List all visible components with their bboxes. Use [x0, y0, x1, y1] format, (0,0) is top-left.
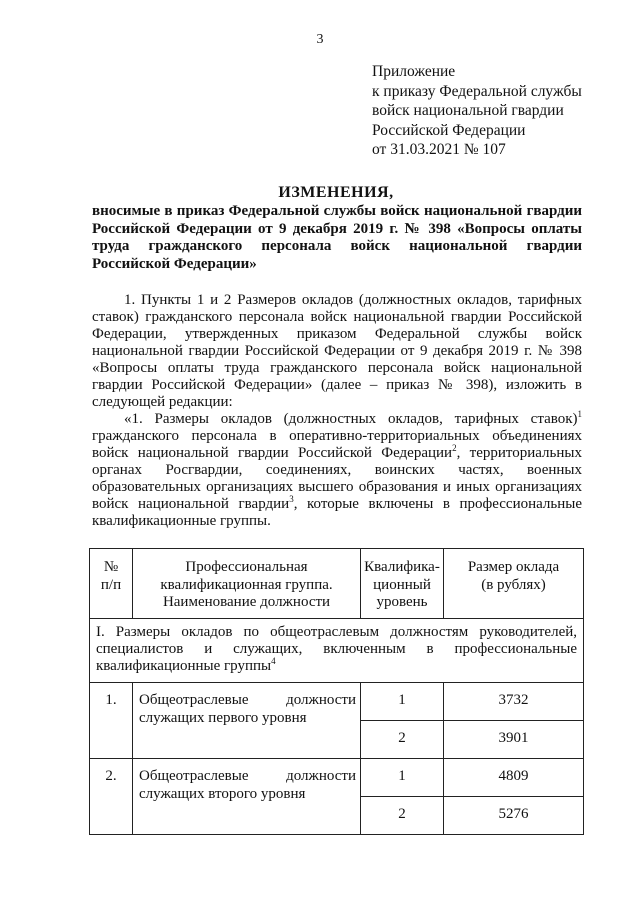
row-salary: 4809 [444, 759, 584, 797]
paragraph-2 [92, 411, 582, 530]
row-salary: 3732 [444, 683, 584, 721]
paragraph-1: 1. Пункты 1 и 2 Размеров окладов (должностных окладов, тарифных ставок) гражданского персонала войск национальной гвардии Российской Федерации, утвержденных приказом Федеральной службы войск национальной гвардии Российской Федерации от 9 декабря 2019 г. № 398 «Вопросы оплаты труда гражданского персонала войск национальной гвардии Российской Федерации» (далее – приказ № 398), изложить в следующей редакции: [92, 292, 582, 410]
row-salary: 5276 [444, 797, 584, 835]
table-header-row [90, 549, 584, 619]
row-name: Общеотраслевые должности служащих второго уровня [133, 759, 361, 835]
appendix-line: Приложение [372, 63, 456, 80]
paragraph-2-part-3: , территориальных органах Росгвардии, соединениях, воинских частях, военных образовательных организациях высшего образования и иных организациях войск национальной гвардии [92, 445, 582, 512]
appendix-line: от 31.03.2021 № 107 [372, 141, 506, 158]
row-num: 1. [90, 683, 133, 759]
table-section-row [90, 619, 584, 683]
footnote-ref-4: 4 [271, 656, 276, 666]
page-number: 3 [316, 32, 324, 47]
header-num: № п/п [90, 549, 133, 619]
row-level: 1 [361, 759, 444, 797]
document-heading: ИЗМЕНЕНИЯ, [278, 184, 394, 201]
appendix-line: войск национальной гвардии [372, 102, 564, 119]
paragraph-2-part-4: , которые включены в профессиональные квалификационные группы. [92, 496, 583, 529]
appendix-line: Российской Федерации [372, 121, 526, 139]
footnote-ref-3: 3 [289, 494, 294, 504]
footnote-ref-2: 2 [452, 443, 457, 453]
row-name: Общеотраслевые должности служащих первого уровня [133, 683, 361, 759]
section-cell [90, 619, 584, 683]
appendix-block [372, 62, 582, 160]
table-row [90, 759, 584, 797]
row-salary: 3901 [444, 721, 584, 759]
header-group: Профессиональная квалификационная группа. Наименование должности [133, 549, 361, 619]
salary-table [89, 548, 584, 835]
document-subheading: вносимые в приказ Федеральной службы войск национальной гвардии Российской Федерации от 9 декабря 2019 г. № 398 «Вопросы оплаты труда гражданского персонала войск национальной гвардии Российской Федерации» [92, 203, 582, 272]
row-level: 1 [361, 683, 444, 721]
header-salary: Размер оклада (в рублях) [444, 549, 584, 619]
section-text: I. Размеры окладов по общеотраслевым должностям руководителей, специалистов и служащих, включенным в профессиональные квалификационные группы [96, 624, 577, 674]
header-level: Квалифика-ционный уровень [361, 549, 444, 619]
row-level: 2 [361, 797, 444, 835]
paragraph-2-part-1: «1. Размеры окладов (должностных окладов, тарифных ставок) [124, 411, 578, 427]
table-row [90, 683, 584, 721]
footnote-ref-1: 1 [577, 409, 582, 419]
appendix-line: к приказу Федеральной службы [372, 82, 582, 100]
row-level: 2 [361, 721, 444, 759]
row-num: 2. [90, 759, 133, 835]
paragraph-2-part-2: гражданского персонала в оперативно-территориальных объединениях войск национальной гвардии Российской Федерации [92, 428, 582, 461]
